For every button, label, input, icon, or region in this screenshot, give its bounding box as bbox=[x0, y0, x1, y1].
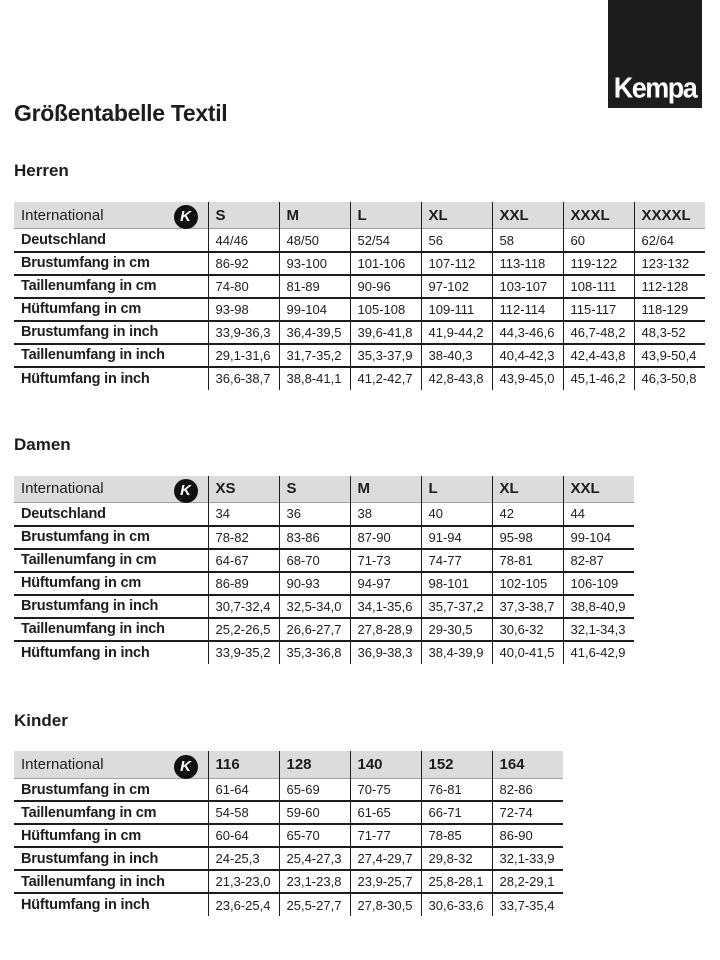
row-label: Brustumfang in inch bbox=[21, 324, 159, 341]
row-label: Hüftumfang in inch bbox=[21, 370, 150, 387]
size-cell: 108-111 bbox=[563, 275, 634, 298]
size-cell: 33,9-36,3 bbox=[208, 321, 279, 344]
size-cell: 74-77 bbox=[421, 549, 492, 572]
size-cell: 38 bbox=[350, 503, 421, 526]
size-cell: 35,3-36,8 bbox=[279, 641, 350, 664]
size-cell: 54-58 bbox=[208, 801, 279, 824]
international-label: International bbox=[21, 480, 104, 498]
row-label: Taillenumfang in cm bbox=[21, 804, 157, 821]
table-row bbox=[14, 252, 705, 275]
row-label: Brustumfang in inch bbox=[21, 598, 159, 615]
size-cell: 97-102 bbox=[421, 275, 492, 298]
row-label: Hüftumfang in inch bbox=[21, 644, 150, 661]
size-cell: 43,9-45,0 bbox=[492, 367, 563, 390]
size-cell: 23,1-23,8 bbox=[279, 870, 350, 893]
size-cell: 23,9-25,7 bbox=[350, 870, 421, 893]
table-row bbox=[14, 893, 563, 916]
row-label: Hüftumfang in cm bbox=[21, 827, 142, 844]
size-cell: 98-101 bbox=[421, 572, 492, 595]
size-cell: 38-40,3 bbox=[421, 344, 492, 367]
size-cell: 44,3-46,6 bbox=[492, 321, 563, 344]
row-label: Taillenumfang in cm bbox=[21, 278, 157, 295]
table-row bbox=[14, 344, 705, 367]
row-label: Deutschland bbox=[21, 505, 106, 522]
table-header-row bbox=[14, 476, 634, 503]
size-cell: 59-60 bbox=[279, 801, 350, 824]
size-cell: 32,5-34,0 bbox=[279, 595, 350, 618]
size-cell: 27,8-28,9 bbox=[350, 618, 421, 641]
size-cell: 36,6-38,7 bbox=[208, 367, 279, 390]
size-cell: 25,5-27,7 bbox=[279, 893, 350, 916]
row-label: Deutschland bbox=[21, 232, 106, 249]
size-cell: 32,1-33,9 bbox=[492, 847, 563, 870]
section-heading-damen: Damen bbox=[14, 434, 71, 454]
size-cell: 24-25,3 bbox=[208, 847, 279, 870]
size-table-damen bbox=[14, 476, 706, 664]
row-label: Hüftumfang in cm bbox=[21, 301, 142, 318]
size-cell: 33,7-35,4 bbox=[492, 893, 563, 916]
international-header-cell bbox=[14, 751, 208, 778]
size-cell: 38,4-39,9 bbox=[421, 641, 492, 664]
size-cell: 30,6-32 bbox=[492, 618, 563, 641]
size-cell: 38,8-40,9 bbox=[563, 595, 634, 618]
size-cell: 34,1-35,6 bbox=[350, 595, 421, 618]
size-table bbox=[14, 476, 634, 664]
size-cell: 56 bbox=[421, 229, 492, 252]
size-cell: 38,8-41,1 bbox=[279, 367, 350, 390]
size-cell: 41,6-42,9 bbox=[563, 641, 634, 664]
size-cell: 42,8-43,8 bbox=[421, 367, 492, 390]
size-cell: 72-74 bbox=[492, 801, 563, 824]
size-col-header: 116 bbox=[208, 751, 279, 778]
size-cell: 112-128 bbox=[634, 275, 705, 298]
size-cell: 78-81 bbox=[492, 549, 563, 572]
row-label: Brustumfang in cm bbox=[21, 529, 150, 546]
size-cell: 61-65 bbox=[350, 801, 421, 824]
size-cell: 91-94 bbox=[421, 526, 492, 549]
size-cell: 29,8-32 bbox=[421, 847, 492, 870]
size-cell: 25,8-28,1 bbox=[421, 870, 492, 893]
table-row bbox=[14, 526, 634, 549]
size-cell: 87-90 bbox=[350, 526, 421, 549]
size-cell: 82-87 bbox=[563, 549, 634, 572]
size-cell: 65-69 bbox=[279, 778, 350, 801]
size-cell: 48,3-52 bbox=[634, 321, 705, 344]
size-cell: 35,7-37,2 bbox=[421, 595, 492, 618]
international-label: International bbox=[21, 206, 104, 224]
size-cell: 95-98 bbox=[492, 526, 563, 549]
size-col-header: 128 bbox=[279, 751, 350, 778]
size-cell: 119-122 bbox=[563, 252, 634, 275]
table-row bbox=[14, 367, 705, 390]
table-row bbox=[14, 801, 563, 824]
table-row bbox=[14, 847, 563, 870]
kempa-k-icon: K bbox=[174, 755, 198, 779]
row-label: Taillenumfang in inch bbox=[21, 621, 165, 638]
table-row bbox=[14, 618, 634, 641]
size-cell: 60-64 bbox=[208, 824, 279, 847]
table-row bbox=[14, 275, 705, 298]
international-label: International bbox=[21, 756, 104, 774]
size-cell: 81-89 bbox=[279, 275, 350, 298]
size-cell: 29,1-31,6 bbox=[208, 344, 279, 367]
page-title: Größentabelle Textil bbox=[14, 100, 228, 126]
table-row bbox=[14, 321, 705, 344]
size-cell: 68-70 bbox=[279, 549, 350, 572]
size-col-header: XXL bbox=[492, 202, 563, 229]
size-cell: 105-108 bbox=[350, 298, 421, 321]
row-label: Brustumfang in cm bbox=[21, 781, 150, 798]
size-cell: 86-89 bbox=[208, 572, 279, 595]
row-label: Brustumfang in cm bbox=[21, 255, 150, 272]
size-cell: 82-86 bbox=[492, 778, 563, 801]
size-cell: 29-30,5 bbox=[421, 618, 492, 641]
size-cell: 40,0-41,5 bbox=[492, 641, 563, 664]
row-label: Taillenumfang in inch bbox=[21, 347, 165, 364]
size-cell: 37,3-38,7 bbox=[492, 595, 563, 618]
size-cell: 99-104 bbox=[563, 526, 634, 549]
size-cell: 25,4-27,3 bbox=[279, 847, 350, 870]
size-cell: 101-106 bbox=[350, 252, 421, 275]
kempa-k-icon: K bbox=[174, 479, 198, 503]
size-cell: 45,1-46,2 bbox=[563, 367, 634, 390]
size-col-header: XXXL bbox=[563, 202, 634, 229]
size-cell: 27,8-30,5 bbox=[350, 893, 421, 916]
size-col-header: XS bbox=[208, 476, 279, 503]
table-row bbox=[14, 503, 634, 526]
size-cell: 78-82 bbox=[208, 526, 279, 549]
size-table bbox=[14, 751, 563, 916]
kempa-k-icon: K bbox=[174, 205, 198, 229]
size-col-header: 152 bbox=[421, 751, 492, 778]
size-cell: 86-92 bbox=[208, 252, 279, 275]
row-label: Hüftumfang in inch bbox=[21, 897, 150, 914]
size-cell: 52/54 bbox=[350, 229, 421, 252]
size-col-header: 164 bbox=[492, 751, 563, 778]
size-cell: 30,6-33,6 bbox=[421, 893, 492, 916]
size-cell: 28,2-29,1 bbox=[492, 870, 563, 893]
table-row bbox=[14, 229, 705, 252]
size-col-header: XXL bbox=[563, 476, 634, 503]
size-cell: 32,1-34,3 bbox=[563, 618, 634, 641]
size-cell: 99-104 bbox=[279, 298, 350, 321]
table-row bbox=[14, 870, 563, 893]
size-table-herren bbox=[14, 202, 706, 390]
size-cell: 40,4-42,3 bbox=[492, 344, 563, 367]
row-label: Brustumfang in inch bbox=[21, 850, 159, 867]
size-table-kinder bbox=[14, 751, 706, 916]
table-header-row bbox=[14, 202, 705, 229]
size-cell: 74-80 bbox=[208, 275, 279, 298]
size-cell: 33,9-35,2 bbox=[208, 641, 279, 664]
section-heading-herren: Herren bbox=[14, 161, 69, 181]
size-cell: 60 bbox=[563, 229, 634, 252]
row-label: Taillenumfang in inch bbox=[21, 873, 165, 890]
table-row bbox=[14, 824, 563, 847]
size-cell: 43,9-50,4 bbox=[634, 344, 705, 367]
size-cell: 112-114 bbox=[492, 298, 563, 321]
size-cell: 65-70 bbox=[279, 824, 350, 847]
size-cell: 62/64 bbox=[634, 229, 705, 252]
size-col-header: L bbox=[421, 476, 492, 503]
size-cell: 107-112 bbox=[421, 252, 492, 275]
size-cell: 21,3-23,0 bbox=[208, 870, 279, 893]
size-cell: 40 bbox=[421, 503, 492, 526]
size-col-header: L bbox=[350, 202, 421, 229]
size-cell: 31,7-35,2 bbox=[279, 344, 350, 367]
size-cell: 103-107 bbox=[492, 275, 563, 298]
size-cell: 27,4-29,7 bbox=[350, 847, 421, 870]
size-cell: 41,2-42,7 bbox=[350, 367, 421, 390]
table-row bbox=[14, 778, 563, 801]
size-cell: 94-97 bbox=[350, 572, 421, 595]
table-row bbox=[14, 641, 634, 664]
size-cell: 48/50 bbox=[279, 229, 350, 252]
size-cell: 34 bbox=[208, 503, 279, 526]
table-row bbox=[14, 572, 634, 595]
size-cell: 78-85 bbox=[421, 824, 492, 847]
size-cell: 71-73 bbox=[350, 549, 421, 572]
row-label: Taillenumfang in cm bbox=[21, 552, 157, 569]
size-cell: 102-105 bbox=[492, 572, 563, 595]
size-cell: 106-109 bbox=[563, 572, 634, 595]
international-header-cell bbox=[14, 476, 208, 503]
size-cell: 64-67 bbox=[208, 549, 279, 572]
size-cell: 86-90 bbox=[492, 824, 563, 847]
size-cell: 44 bbox=[563, 503, 634, 526]
size-table bbox=[14, 202, 705, 390]
size-cell: 90-93 bbox=[279, 572, 350, 595]
size-cell: 113-118 bbox=[492, 252, 563, 275]
size-cell: 123-132 bbox=[634, 252, 705, 275]
size-cell: 76-81 bbox=[421, 778, 492, 801]
international-header-cell bbox=[14, 202, 208, 229]
size-cell: 109-111 bbox=[421, 298, 492, 321]
size-cell: 93-98 bbox=[208, 298, 279, 321]
size-cell: 61-64 bbox=[208, 778, 279, 801]
row-label: Hüftumfang in cm bbox=[21, 575, 142, 592]
size-cell: 23,6-25,4 bbox=[208, 893, 279, 916]
table-row bbox=[14, 595, 634, 618]
size-cell: 71-77 bbox=[350, 824, 421, 847]
kempa-logo-text: Kempa bbox=[613, 72, 697, 104]
size-cell: 30,7-32,4 bbox=[208, 595, 279, 618]
size-col-header: XXXXL bbox=[634, 202, 705, 229]
size-cell: 39,6-41,8 bbox=[350, 321, 421, 344]
size-cell: 83-86 bbox=[279, 526, 350, 549]
size-cell: 58 bbox=[492, 229, 563, 252]
size-cell: 70-75 bbox=[350, 778, 421, 801]
size-cell: 46,7-48,2 bbox=[563, 321, 634, 344]
size-col-header: XL bbox=[492, 476, 563, 503]
size-cell: 90-96 bbox=[350, 275, 421, 298]
size-col-header: XL bbox=[421, 202, 492, 229]
size-col-header: 140 bbox=[350, 751, 421, 778]
size-cell: 41,9-44,2 bbox=[421, 321, 492, 344]
kempa-logo-box bbox=[608, 0, 702, 108]
section-heading-kinder: Kinder bbox=[14, 710, 68, 730]
size-cell: 36,4-39,5 bbox=[279, 321, 350, 344]
size-col-header: S bbox=[279, 476, 350, 503]
size-col-header: M bbox=[279, 202, 350, 229]
table-row bbox=[14, 549, 634, 572]
size-cell: 35,3-37,9 bbox=[350, 344, 421, 367]
size-cell: 26,6-27,7 bbox=[279, 618, 350, 641]
size-cell: 118-129 bbox=[634, 298, 705, 321]
table-header-row bbox=[14, 751, 563, 778]
size-cell: 42,4-43,8 bbox=[563, 344, 634, 367]
size-cell: 36 bbox=[279, 503, 350, 526]
size-col-header: M bbox=[350, 476, 421, 503]
table-row bbox=[14, 298, 705, 321]
size-col-header: S bbox=[208, 202, 279, 229]
size-cell: 93-100 bbox=[279, 252, 350, 275]
size-cell: 46,3-50,8 bbox=[634, 367, 705, 390]
size-cell: 42 bbox=[492, 503, 563, 526]
size-cell: 115-117 bbox=[563, 298, 634, 321]
size-cell: 66-71 bbox=[421, 801, 492, 824]
size-cell: 25,2-26,5 bbox=[208, 618, 279, 641]
size-cell: 36,9-38,3 bbox=[350, 641, 421, 664]
size-cell: 44/46 bbox=[208, 229, 279, 252]
